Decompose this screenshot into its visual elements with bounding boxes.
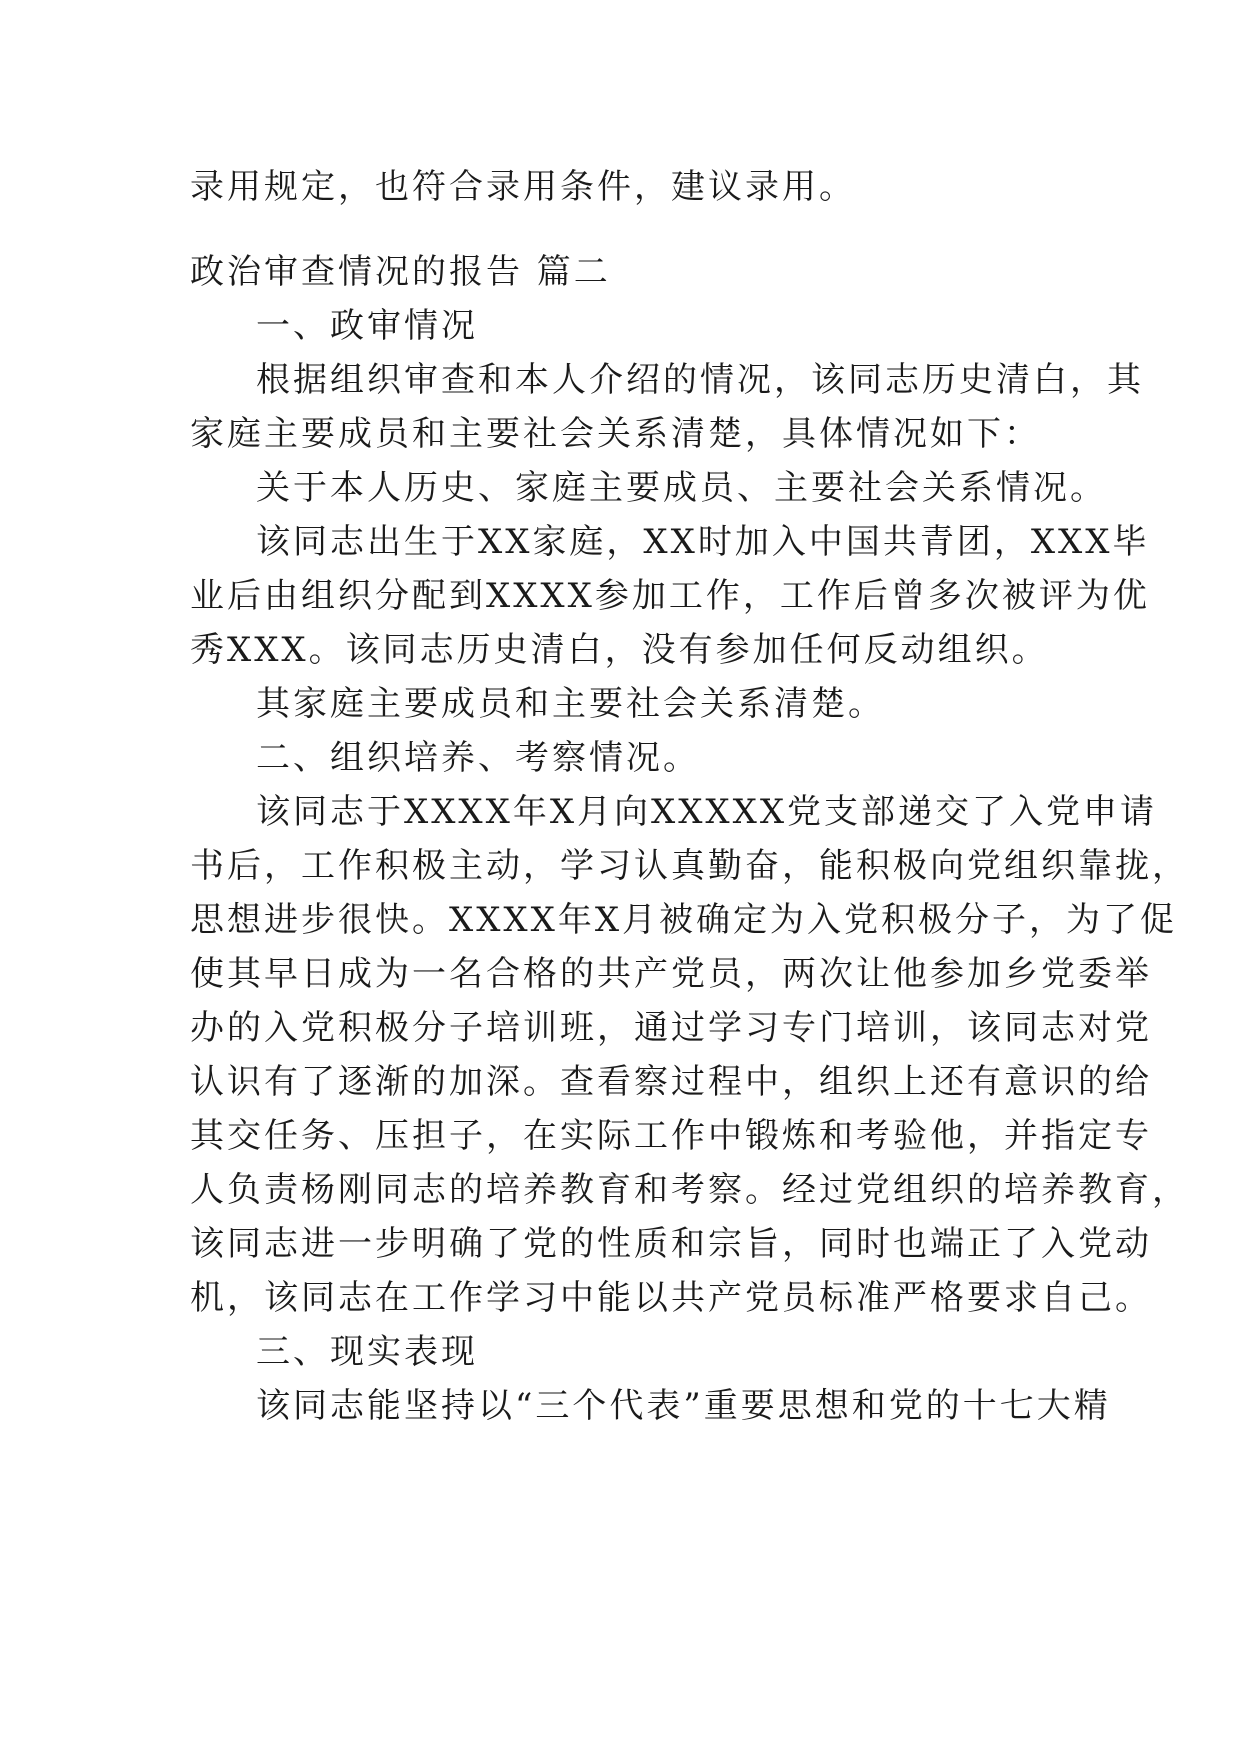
text-line-4: 根据组织审查和本人介绍的情况，该同志历史清白，其 xyxy=(256,360,1144,400)
text-line-5: 家庭主要成员和主要社会关系清楚，具体情况如下： xyxy=(190,414,1041,454)
text-line-6: 关于本人历史、家庭主要成员、主要社会关系情况。 xyxy=(256,468,1107,508)
text-line-12: 该同志于XXXX年X月向XXXXX党支部递交了入党申请 xyxy=(256,792,1158,832)
text-line-23: 该同志能坚持以“三个代表”重要思想和党的十七大精 xyxy=(256,1386,1111,1426)
text-line-1: 录用规定，也符合录用条件，建议录用。 xyxy=(190,167,856,207)
text-line-20: 该同志进一步明确了党的性质和宗旨，同时也端正了入党动 xyxy=(190,1224,1152,1264)
text-line-17: 认识有了逐渐的加深。查看察过程中，组织上还有意识的给 xyxy=(190,1062,1152,1102)
text-line-13: 书后，工作积极主动，学习认真勤奋，能积极向党组织靠拢， xyxy=(190,846,1189,886)
text-line-16: 办的入党积极分子培训班，通过学习专门培训，该同志对党 xyxy=(190,1008,1152,1048)
text-line-14: 思想进步很快。XXXX年X月被确定为入党积极分子，为了促 xyxy=(190,900,1178,940)
section-title: 政治审查情况的报告 篇二 xyxy=(190,252,611,292)
text-line-7: 该同志出生于XX家庭，XX时加入中国共青团，XXX毕 xyxy=(256,522,1150,562)
text-line-18: 其交任务、压担子，在实际工作中锻炼和考验他，并指定专 xyxy=(190,1116,1152,1156)
text-line-9: 秀XXX。该同志历史清白，没有参加任何反动组织。 xyxy=(190,630,1049,670)
text-line-10: 其家庭主要成员和主要社会关系清楚。 xyxy=(256,684,885,724)
heading-1: 一、政审情况 xyxy=(256,306,478,346)
text-line-21: 机，该同志在工作学习中能以共产党员标准严格要求自己。 xyxy=(190,1278,1152,1318)
text-line-8: 业后由组织分配到XXXX参加工作，工作后曾多次被评为优 xyxy=(190,576,1150,616)
text-line-15: 使其早日成为一名合格的共产党员，两次让他参加乡党委举 xyxy=(190,954,1152,994)
text-line-19: 人负责杨刚同志的培养教育和考察。经过党组织的培养教育， xyxy=(190,1170,1189,1210)
heading-2: 二、组织培养、考察情况。 xyxy=(256,738,700,778)
heading-3: 三、现实表现 xyxy=(256,1332,478,1372)
